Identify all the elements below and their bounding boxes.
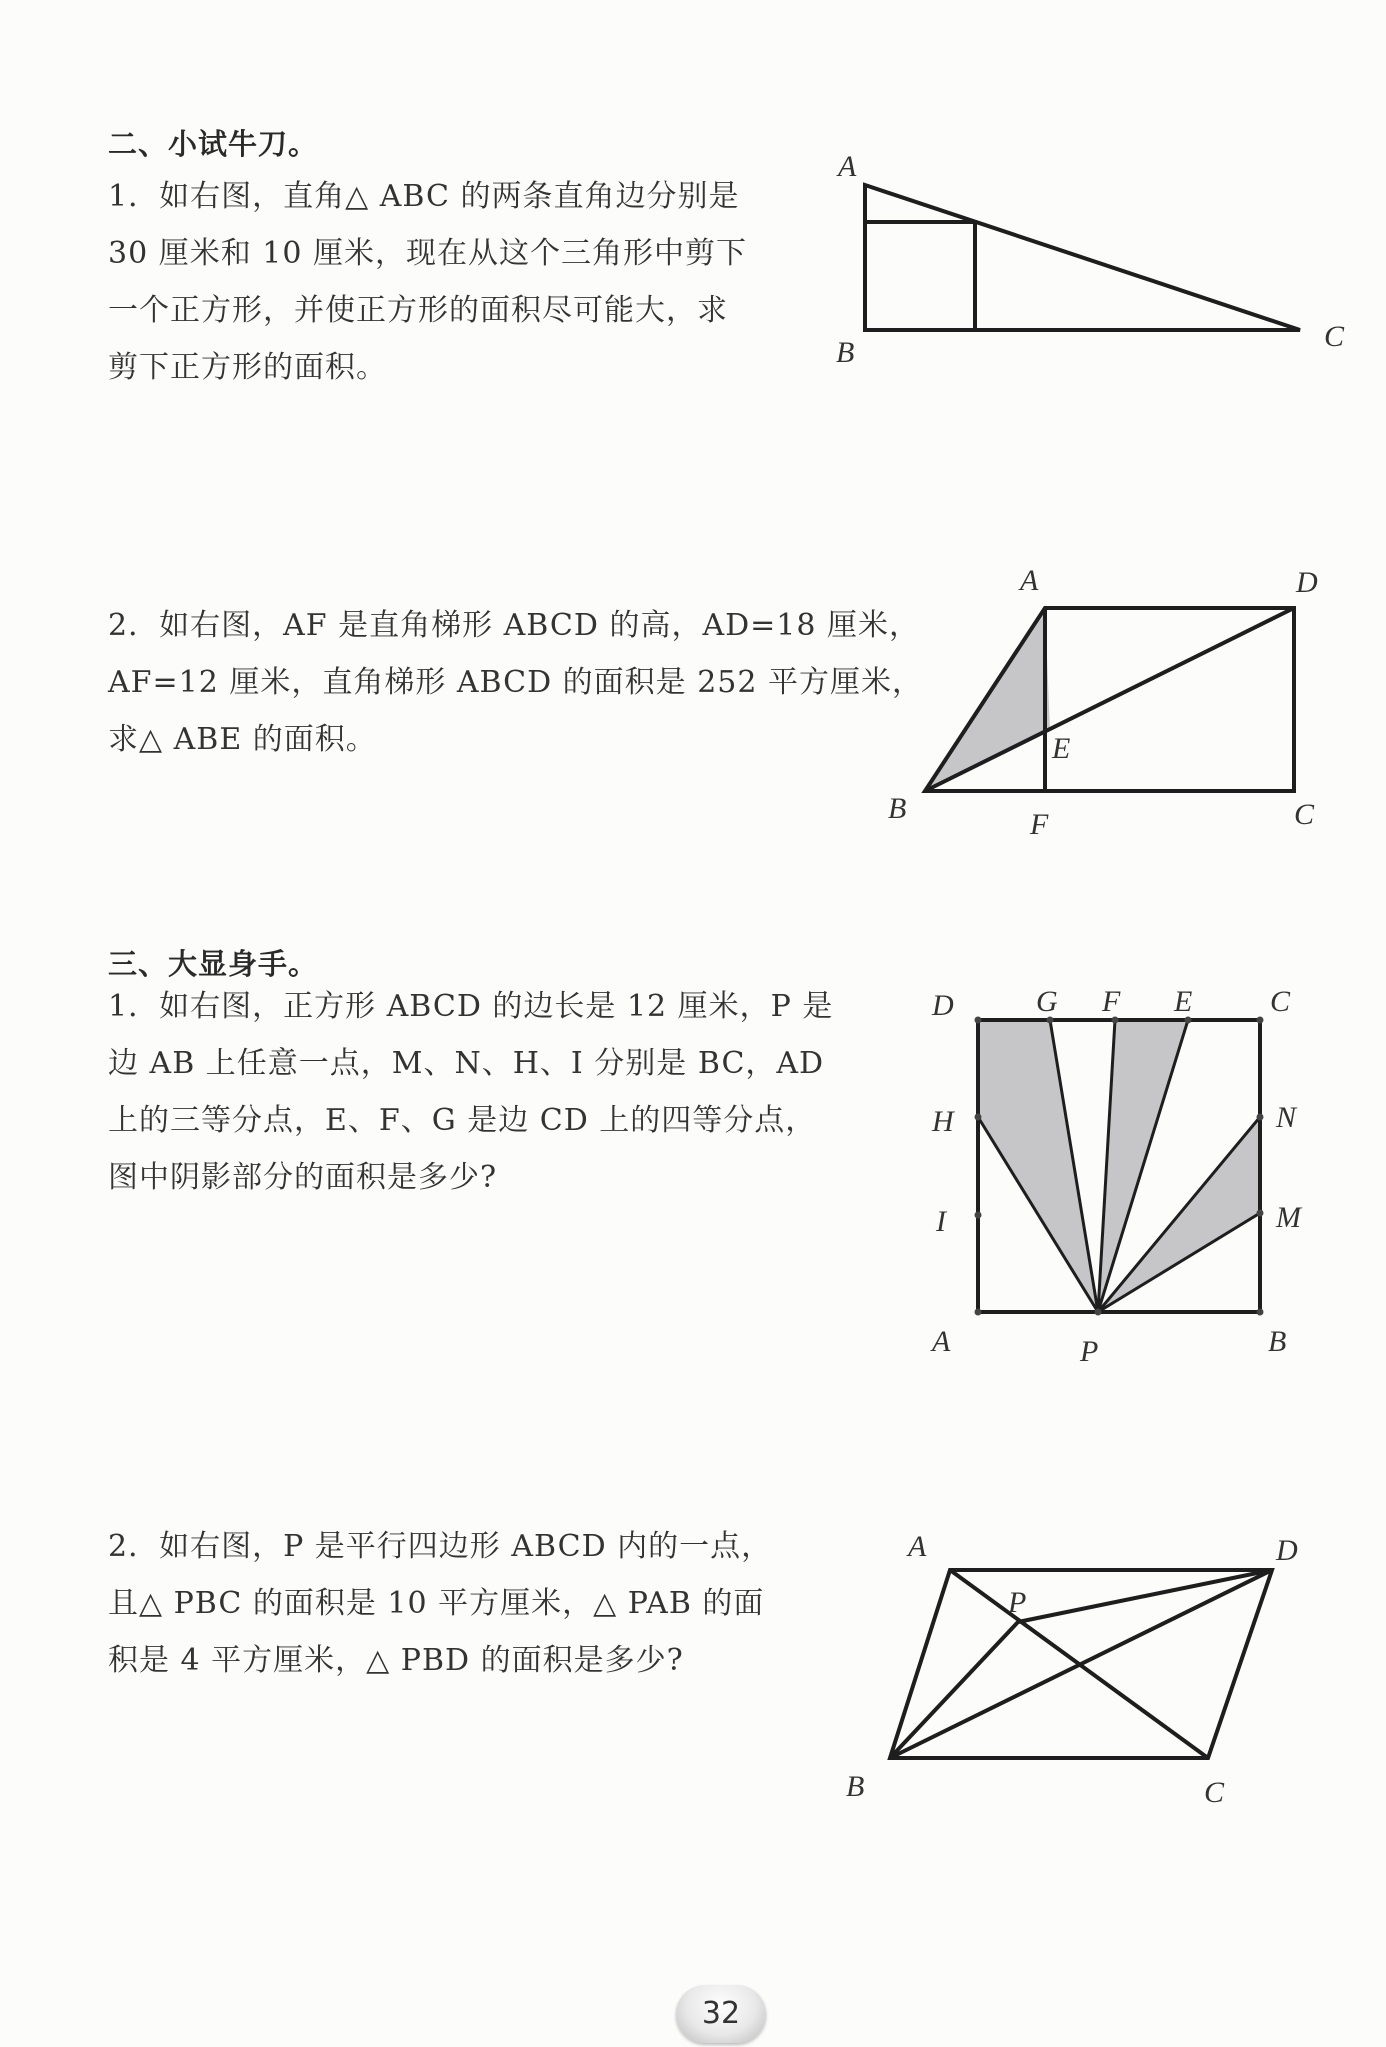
text-line: 1．如右图，直角△ ABC 的两条直角边分别是 (108, 179, 740, 214)
point-c (1257, 1017, 1264, 1024)
inscribed-square (865, 222, 975, 330)
diagonal-bd (890, 1570, 1272, 1758)
figure-square (920, 975, 1300, 1375)
label-p: P (1008, 1586, 1027, 1619)
label-d: D (1276, 1534, 1298, 1567)
figure-parallelogram (820, 1520, 1320, 1820)
label-d: D (932, 989, 954, 1022)
right-triangle-diagram (820, 140, 1345, 380)
problem-3-1-text (108, 978, 833, 1206)
section-heading-3: 三、大显身手。 (108, 947, 319, 981)
text-line: 边 AB 上任意一点，M、N、H、I 分别是 BC，AD (108, 1046, 825, 1081)
section-heading-2: 二、小试牛刀。 (108, 127, 319, 161)
text-line: AF=12 厘米，直角梯形 ABCD 的面积是 252 平方厘米， (108, 665, 924, 700)
label-a: A (1020, 564, 1039, 597)
text-line: 2．如右图，AF 是直角梯形 ABCD 的高，AD=18 厘米， (108, 608, 921, 643)
label-c: C (1204, 1776, 1225, 1809)
text-line: 剪下正方形的面积。 (108, 350, 387, 385)
label-d: D (1296, 566, 1318, 599)
diagonal-bd (925, 608, 1294, 791)
problem-2-2-text (108, 597, 923, 768)
problem-3-2-text (108, 1518, 772, 1689)
point-b (1257, 1309, 1264, 1316)
text-line: 图中阴影部分的面积是多少? (108, 1160, 498, 1195)
label-c: C (1270, 985, 1291, 1018)
label-m: M (1276, 1201, 1301, 1234)
text-line: 且△ PBC 的面积是 10 平方厘米，△ PAB 的面 (108, 1586, 765, 1621)
point-d (975, 1017, 982, 1024)
point-h (975, 1114, 982, 1121)
text-line: 2．如右图，P 是平行四边形 ABCD 内的一点， (108, 1529, 773, 1564)
label-b: B (888, 792, 907, 825)
triangle-abc (865, 185, 1300, 330)
text-line: 30 厘米和 10 厘米，现在从这个三角形中剪下 (108, 236, 747, 271)
label-a: A (932, 1325, 951, 1358)
label-e: E (1052, 732, 1071, 765)
label-a: A (908, 1530, 927, 1563)
problem-2-1-text (108, 168, 747, 396)
label-n: N (1276, 1101, 1297, 1134)
text-line: 求△ ABE 的面积。 (108, 722, 377, 757)
label-p: P (1080, 1335, 1099, 1368)
label-i: I (936, 1205, 946, 1238)
label-b: B (846, 1770, 865, 1803)
text-line: 积是 4 平方厘米，△ PBD 的面积是多少? (108, 1643, 684, 1678)
label-f: F (1102, 985, 1121, 1018)
label-c: C (1324, 320, 1345, 353)
label-a: A (838, 150, 857, 183)
figure-right-triangle (820, 140, 1345, 380)
label-b: B (1268, 1325, 1287, 1358)
trapezoid-diagram (880, 560, 1340, 850)
square-diagram (920, 975, 1300, 1375)
parallelogram-diagram (820, 1520, 1320, 1820)
label-e: E (1174, 985, 1193, 1018)
label-f: F (1030, 808, 1049, 841)
label-b: B (836, 336, 855, 369)
point-a (975, 1309, 982, 1316)
figure-trapezoid (880, 560, 1340, 850)
segment-pd (1018, 1570, 1272, 1622)
label-c: C (1294, 798, 1315, 831)
point-i (975, 1212, 982, 1219)
shaded-region-1 (978, 1020, 1098, 1312)
text-line: 一个正方形，并使正方形的面积尽可能大，求 (108, 293, 728, 328)
text-line: 1．如右图，正方形 ABCD 的边长是 12 厘米，P 是 (108, 989, 834, 1024)
point-n (1257, 1114, 1264, 1121)
point-m (1257, 1210, 1264, 1217)
text-line: 上的三等分点，E、F、G 是边 CD 上的四等分点， (108, 1103, 817, 1138)
label-h: H (932, 1105, 954, 1138)
label-g: G (1036, 985, 1058, 1018)
page-number: 32 (676, 1985, 766, 2043)
point-p (1095, 1309, 1102, 1316)
segment-pb (890, 1622, 1018, 1758)
